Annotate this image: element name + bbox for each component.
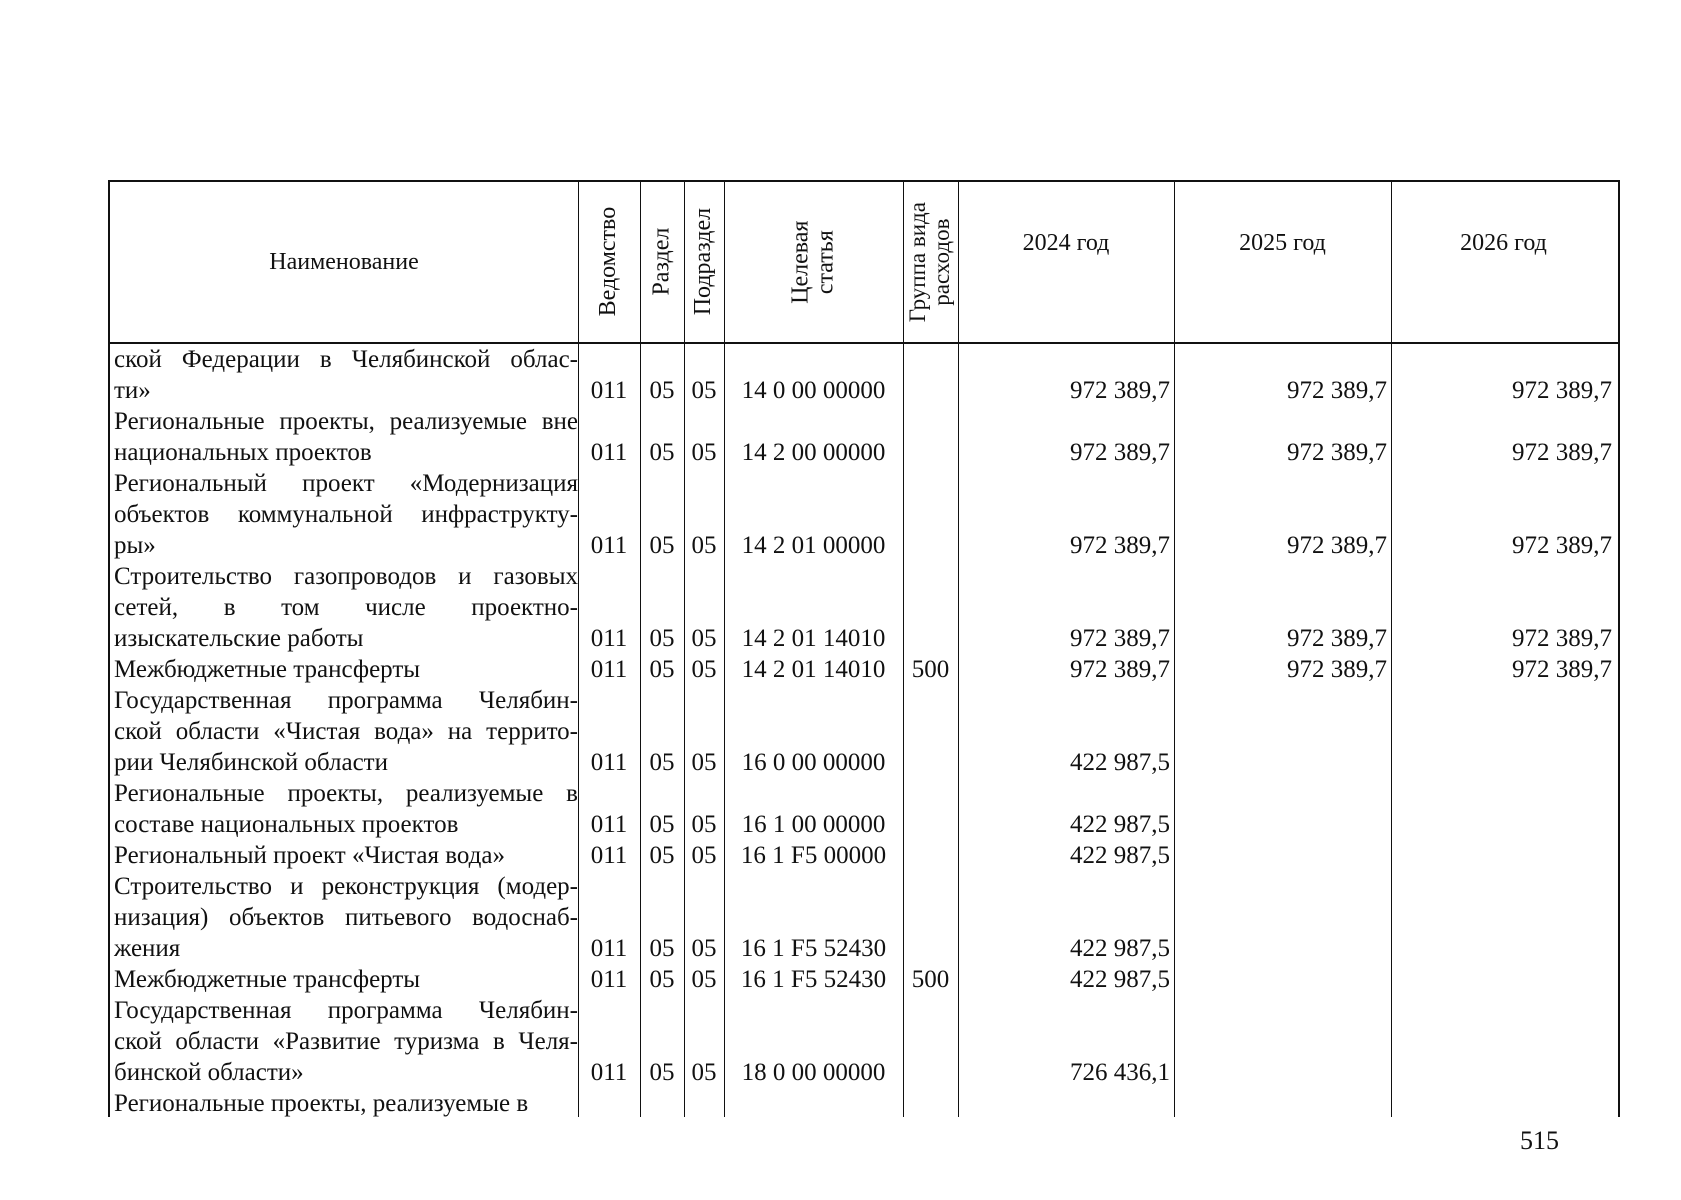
cell-cs: 14 2 00 00000 [741, 439, 886, 466]
header-vedomstvo: Ведомство [595, 207, 622, 317]
table-row [110, 406, 1618, 468]
cell-cs: 16 0 00 00000 [741, 749, 886, 776]
cell-podr: 05 [691, 811, 717, 838]
cell-ved: 011 [590, 1059, 628, 1086]
row-name-line: ры» [114, 532, 156, 559]
cell-v2024: 972 389,7 [1070, 532, 1170, 559]
row-name [114, 561, 578, 654]
cell-v2025: 972 389,7 [1287, 532, 1387, 559]
header-celevaya-statya: Целевая статья [787, 220, 839, 304]
cell-gvr: 500 [911, 656, 950, 683]
cell-razd: 05 [649, 811, 675, 838]
row-name [114, 840, 578, 871]
table-row [110, 964, 1618, 995]
cell-v2024: 726 436,1 [1070, 1059, 1170, 1086]
cell-v2024: 972 389,7 [1070, 439, 1170, 466]
cell-razd: 05 [649, 842, 675, 869]
table-row [110, 778, 1618, 840]
header-razdel: Раздел [648, 228, 675, 296]
header-2026: 2026 год [1460, 230, 1547, 256]
cell-cs: 18 0 00 00000 [741, 1059, 886, 1086]
cell-razd: 05 [649, 966, 675, 993]
table-row [110, 871, 1618, 964]
row-name [114, 778, 578, 840]
cell-v2024: 422 987,5 [1070, 935, 1170, 962]
table-header [110, 182, 1618, 344]
row-name-line: составе национальных проектов [114, 811, 459, 838]
row-name [114, 685, 578, 778]
cell-v2024: 422 987,5 [1070, 749, 1170, 776]
table-row [110, 840, 1618, 871]
cell-ved: 011 [590, 625, 628, 652]
cell-cs: 14 0 00 00000 [741, 377, 886, 404]
row-name [114, 468, 578, 561]
row-name-line: изыскательские работы [114, 625, 364, 652]
row-name-line: Межбюджетные трансферты [114, 966, 421, 993]
cell-razd: 05 [649, 749, 675, 776]
cell-v2025: 972 389,7 [1287, 439, 1387, 466]
cell-gvr: 500 [911, 966, 950, 993]
cell-ved: 011 [590, 811, 628, 838]
row-name [114, 964, 578, 995]
cell-podr: 05 [691, 749, 717, 776]
row-name-line: жения [114, 935, 181, 962]
cell-v2025: 972 389,7 [1287, 377, 1387, 404]
row-name-line: объектов коммунальной инфраструкту- [114, 501, 578, 528]
cell-cs: 16 1 00 00000 [741, 811, 886, 838]
row-name-line: Государственная программа Челябин- [114, 687, 578, 714]
row-name-line: рии Челябинской области [114, 749, 388, 776]
row-name-line: Строительство газопроводов и газовых [114, 563, 578, 590]
cell-v2024: 422 987,5 [1070, 966, 1170, 993]
cell-podr: 05 [691, 1059, 717, 1086]
cell-v2026: 972 389,7 [1512, 377, 1612, 404]
table-row [110, 468, 1618, 561]
page-number: 515 [1520, 1126, 1559, 1155]
table-row [110, 561, 1618, 654]
cell-cs: 14 2 01 14010 [741, 625, 886, 652]
cell-v2026: 972 389,7 [1512, 656, 1612, 683]
cell-v2026: 972 389,7 [1512, 625, 1612, 652]
cell-ved: 011 [590, 377, 628, 404]
cell-podr: 05 [691, 532, 717, 559]
cell-podr: 05 [691, 966, 717, 993]
table-row [110, 654, 1618, 685]
cell-razd: 05 [649, 532, 675, 559]
header-2025: 2025 год [1239, 230, 1326, 256]
row-name-line: Региональные проекты, реализуемые вне [114, 408, 578, 435]
table-row [110, 1088, 1618, 1119]
row-name-line: бинской области» [114, 1059, 304, 1086]
row-name-line: Региональные проекты, реализуемые в [114, 780, 578, 807]
cell-v2025: 972 389,7 [1287, 625, 1387, 652]
table-row [110, 344, 1618, 406]
cell-ved: 011 [590, 439, 628, 466]
cell-razd: 05 [649, 656, 675, 683]
cell-razd: 05 [649, 625, 675, 652]
row-name-line: ской области «Развитие туризма в Челя- [114, 1028, 578, 1055]
cell-ved: 011 [590, 935, 628, 962]
cell-ved: 011 [590, 656, 628, 683]
row-name-line: ти» [114, 377, 151, 404]
header-name: Наименование [269, 248, 419, 275]
row-name [114, 344, 578, 406]
cell-razd: 05 [649, 439, 675, 466]
cell-v2025: 972 389,7 [1287, 656, 1387, 683]
cell-razd: 05 [649, 377, 675, 404]
header-podrazdel: Подраздел [690, 208, 717, 316]
cell-v2024: 972 389,7 [1070, 625, 1170, 652]
row-name [114, 654, 578, 685]
row-name [114, 871, 578, 964]
cell-cs: 16 1 F5 52430 [740, 966, 887, 993]
cell-v2026: 972 389,7 [1512, 439, 1612, 466]
cell-podr: 05 [691, 377, 717, 404]
row-name [114, 406, 578, 468]
cell-v2024: 422 987,5 [1070, 842, 1170, 869]
row-name [114, 995, 578, 1088]
cell-v2024: 972 389,7 [1070, 377, 1170, 404]
cell-v2024: 422 987,5 [1070, 811, 1170, 838]
row-name-line: ской Федерации в Челябинской облас- [114, 346, 578, 373]
budget-table [108, 180, 1620, 1117]
cell-podr: 05 [691, 656, 717, 683]
row-name-line: сетей, в том числе проектно- [114, 594, 578, 621]
cell-cs: 16 1 F5 00000 [740, 842, 887, 869]
row-name-line: Региональный проект «Чистая вода» [114, 842, 505, 869]
row-name-line: Региональный проект «Модернизация [114, 470, 578, 497]
cell-podr: 05 [691, 439, 717, 466]
cell-podr: 05 [691, 625, 717, 652]
cell-ved: 011 [590, 749, 628, 776]
table-row [110, 685, 1618, 778]
cell-cs: 14 2 01 00000 [741, 532, 886, 559]
cell-v2024: 972 389,7 [1070, 656, 1170, 683]
row-name-line: Региональные проекты, реализуемые в [114, 1090, 529, 1117]
cell-podr: 05 [691, 935, 717, 962]
cell-v2026: 972 389,7 [1512, 532, 1612, 559]
cell-razd: 05 [649, 935, 675, 962]
cell-razd: 05 [649, 1059, 675, 1086]
row-name-line: ской области «Чистая вода» на террито- [114, 718, 578, 745]
row-name-line: Строительство и реконструкция (модер- [114, 873, 578, 900]
row-name-line: Межбюджетные трансферты [114, 656, 421, 683]
row-name [114, 1088, 578, 1119]
row-name-line: национальных проектов [114, 439, 372, 466]
row-name-line: Государственная программа Челябин- [114, 997, 578, 1024]
cell-ved: 011 [590, 842, 628, 869]
cell-podr: 05 [691, 842, 717, 869]
header-2024: 2024 год [1022, 230, 1110, 256]
cell-cs: 16 1 F5 52430 [740, 935, 887, 962]
cell-ved: 011 [590, 966, 628, 993]
cell-cs: 14 2 01 14010 [741, 656, 886, 683]
cell-ved: 011 [590, 532, 628, 559]
header-gruppa-vida-rashodov: Группа вида расходов [905, 201, 955, 323]
row-name-line: низация) объектов питьевого водоснаб- [114, 904, 578, 931]
table-row [110, 995, 1618, 1088]
